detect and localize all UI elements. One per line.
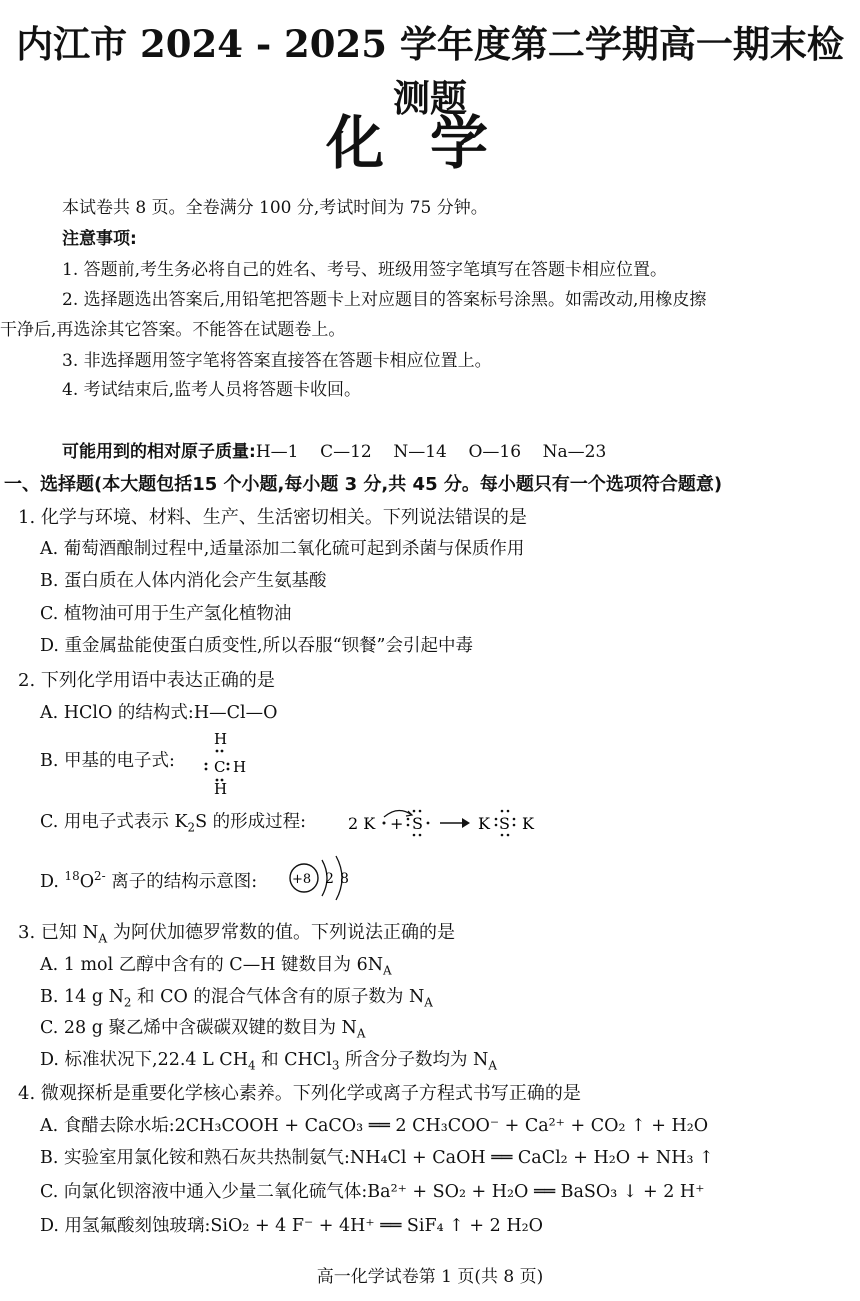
nucleus-charge: +8 [292,872,312,887]
q3-b-sub: 2 [123,995,132,1010]
k2s-formation-diagram [340,803,550,839]
q2-a-formula: H—Cl—O [193,703,278,723]
methyl-h-bottom: H [214,780,228,798]
q3-stem-a: 3. 已知 N [18,922,99,943]
methyl-h-top: H [214,730,228,748]
q1-option-a: A. 葡萄酒酿制过程中,适量添加二氧化硫可起到杀菌与保质作用 [40,539,525,559]
q3-option-c [40,1018,365,1041]
q3-option-b [40,987,433,1010]
notice-item-3: 3. 非选择题用签字笔将答案直接答在答题卡相应位置上。 [62,351,492,371]
svg-text:S: S [412,814,423,833]
shell-1-electrons: 2 [325,871,334,887]
svg-text:K: K [478,814,490,833]
q1-stem: 1. 化学与环境、材料、生产、生活密切相关。下列说法错误的是 [18,507,527,528]
shell-2-electrons: 8 [340,871,349,887]
q4-option-c: C. 向氯化钡溶液中通入少量二氧化硫气体:Ba²⁺ + SO₂ + H₂O ══ BaSO₃ ↓ + 2 H⁺ [40,1182,705,1202]
q2-c-sub: 2 [187,820,196,835]
q3-b-text2: 和 CO 的混合气体含有的原子数为 N [131,987,425,1007]
notice-item-2: 2. 选择题选出答案后,用铅笔把答题卡上对应题目的答案标号涂黑。如需改动,用橡皮擦 [62,290,707,310]
q2-option-a [40,703,277,724]
q4-option-b: B. 实验室用氯化铵和熟石灰共热制氨气:NH₄Cl + CaOH ══ CaCl₂ + H₂O + NH₃ ↑ [40,1148,714,1168]
q2-b-label: B. 甲基的电子式: [40,751,175,771]
svg-text:+: + [390,814,404,833]
q2-option-d: D. $^{18}O^{2-}$ 离子的结构示意图: [40,869,258,892]
q3-stem [18,922,455,946]
svg-text:2 K: 2 K [348,814,376,833]
q3-b-text1: B. 14 g N [40,987,124,1007]
q2-d-rest: 离子的结构示意图: [105,871,258,892]
svg-text:S: S [499,814,510,833]
q2-d-mass-number: 18 [64,869,80,883]
q4-option-a: A. 食醋去除水垢:2CH₃COOH + CaCO₃ ══ 2 CH₃COO⁻ + Ca²⁺ + CO₂ ↑ + H₂O [40,1116,709,1136]
q4-stem: 4. 微观探析是重要化学核心素养。下列化学或离子方程式书写正确的是 [18,1083,581,1104]
q3-a-sub: A [383,963,392,978]
q2-a-label: A. HClO 的结构式: [40,703,194,723]
methyl-h-right: H [233,758,247,776]
methyl-electron-formula [200,728,260,798]
q3-option-d [40,1050,497,1073]
notice-heading: 注意事项: [62,229,137,249]
atomic-mass-label: 可能用到的相对原子质量: [62,442,256,462]
notice-item-2-cont: 干净后,再选涂其它答案。不能答在试题卷上。 [0,320,346,340]
q2-option-b [40,751,175,772]
exam-intro: 本试卷共 8 页。全卷满分 100 分,考试时间为 75 分钟。 [62,198,488,218]
section-1-heading: 一、选择题(本大题包括15 个小题,每小题 3 分,共 45 分。每小题只有一个选项符合题意) [4,474,723,495]
q3-d-text1: D. 标准状况下,22.4 L CH [40,1050,248,1070]
q3-d-sub3: A [488,1058,497,1073]
q1-option-d: D. 重金属盐能使蛋白质变性,所以吞服“钡餐”会引起中毒 [40,636,473,656]
q4-option-d: D. 用氢氟酸刻蚀玻璃:SiO₂ + 4 F⁻ + 4H⁺ ══ SiF₄ ↑ + 2 H₂O [40,1216,543,1236]
atomic-mass-values: H—1 C—12 N—14 O—16 Na—23 [255,442,607,462]
q3-stem-rest: 为阿伏加德罗常数的值。下列说法正确的是 [107,922,455,943]
q3-b-sub2: A [424,995,433,1010]
page-footer: 高一化学试卷第 1 页(共 8 页) [316,1267,544,1287]
exam-title: 内江市 2024 - 2025 学年度第二学期高一期末检测题 [16,22,844,120]
q2-stem: 2. 下列化学用语中表达正确的是 [18,670,275,691]
notice-item-1: 1. 答题前,考生务必将自己的姓名、考号、班级用签字笔填写在答题卡相应位置。 [62,260,668,280]
q3-c-text: C. 28 g 聚乙烯中含碳碳双键的数目为 N [40,1018,357,1038]
q2-c-label: C. 用电子式表示 K [40,812,188,832]
q2-d-element: O [79,871,95,892]
q3-option-a [40,955,392,978]
methyl-c: C [214,758,226,776]
q3-stem-sub: A [98,931,108,946]
q2-option-c [40,812,306,835]
atomic-mass-line [62,442,606,462]
notice-item-4: 4. 考试结束后,监考人员将答题卡收回。 [62,380,362,400]
q3-c-sub: A [356,1026,366,1041]
q2-d-charge: 2- [94,869,106,883]
oxygen-ion-structure-diagram [286,852,356,904]
q3-d-sub1: 4 [247,1058,256,1073]
q3-d-text3: 所含分子数均为 N [339,1050,489,1070]
q1-option-c: C. 植物油可用于生产氢化植物油 [40,604,292,624]
q1-option-b: B. 蛋白质在人体内消化会产生氨基酸 [40,571,327,591]
subject-title: 化学 [325,109,534,177]
svg-text:K: K [522,814,534,833]
q3-d-text2: 和 CHCl [255,1050,332,1070]
q2-c-label-rest: S 的形成过程: [195,812,307,832]
q3-a-text: A. 1 mol 乙醇中含有的 C—H 键数目为 6N [40,955,384,975]
q3-d-sub2: 3 [331,1058,340,1073]
